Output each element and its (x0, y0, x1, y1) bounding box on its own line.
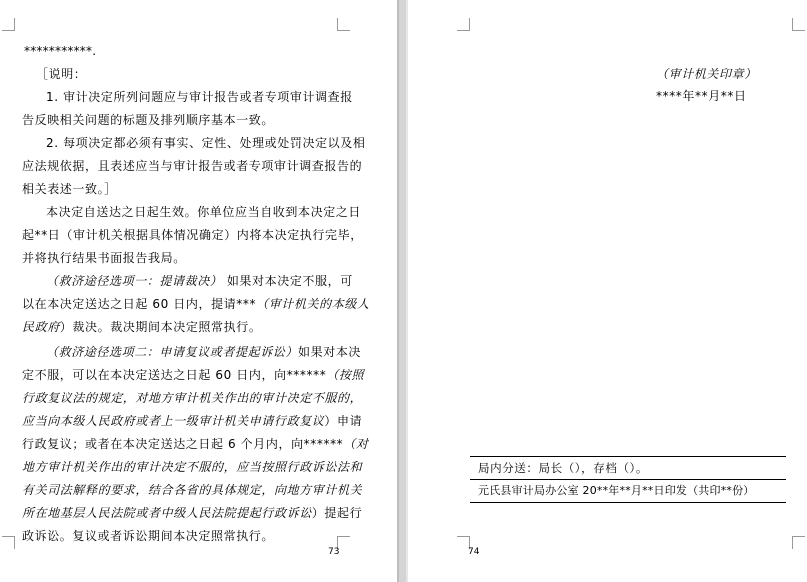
remedy2-line-b (22, 368, 364, 382)
note1-line-b: 告反映相关问题的标题及排列顺序基本一致。 (22, 113, 275, 127)
remedy2-line-f: 地方审计机关作出的审计决定不服的，应当按照行政诉讼法和 (22, 460, 363, 474)
remedy2-line-d (22, 414, 362, 428)
remedy2-note-e: （对 (343, 437, 369, 451)
crop-mark-bottom-left (2, 536, 15, 549)
distribution-middle-rule (470, 479, 786, 480)
crop-mark-bottom-right (792, 536, 805, 549)
decision-title: ***********. (24, 44, 97, 58)
remedy1-line-a (46, 274, 353, 288)
note1-line-a: 1. 审计决定所列问题应与审计报告或者专项审计调查报 (46, 90, 353, 104)
remedy2-line-g: 有关司法解释的要求，结合各省的具体规定，向地方审计机关 (22, 483, 363, 497)
remedy1-line-c (22, 320, 261, 334)
document-page-right (408, 0, 807, 582)
crop-mark-top-left (457, 18, 470, 31)
page-gutter (397, 0, 408, 582)
remedy1-option-label: （救济途径选项一：提请裁决） (46, 274, 223, 288)
remedy1-text-a: 如果对本决定不服，可 (222, 274, 353, 288)
distribution-bottom-rule (470, 502, 786, 503)
remedy2-note-b: （按照 (326, 368, 365, 382)
crop-mark-top-right (792, 18, 805, 31)
remedy2-text-b: 定不服，可以在本决定送达之日起 60 日内，向****** (22, 368, 327, 382)
signature-date: ****年**月**日 (656, 89, 747, 103)
remedy2-option-label: （救济途径选项二：申请复议或者提起诉讼） (46, 345, 299, 359)
remedy1-text-b: 以在本决定送达之日起 60 日内，提请*** (22, 297, 257, 311)
effect-line-b: 起**日（审计机关根据具体情况确定）内将本决定执行完毕， (22, 228, 363, 242)
distribution-line: 局内分送：局长（），存档（）。 (478, 461, 648, 475)
note2-line-c: 相关表述一致。］ (22, 182, 117, 196)
remedy2-text-d: ）申请 (324, 414, 363, 428)
effect-line-c: 并将执行结果书面报告我局。 (22, 251, 186, 265)
remedy1-text-c: ）裁决。裁决期间本决定照常执行。 (59, 320, 262, 334)
crop-mark-top-left (2, 18, 15, 31)
note2-line-a: 2. 每项决定都必须有事实、定性、处理或处罚决定以及相 (46, 136, 366, 150)
remedy2-line-a (46, 345, 361, 359)
page-number-left: 73 (328, 547, 340, 557)
remedy2-line-i: 政诉讼。复议或者诉讼期间本决定照常执行。 (22, 529, 275, 543)
remedy2-text-a: 如果对本决 (298, 345, 362, 359)
remedy2-line-h (22, 506, 362, 520)
distribution-top-rule (470, 456, 786, 457)
remedy1-note-b: （审计机关的本级人 (256, 297, 370, 311)
remedy2-text-e: 行政复议；或者在本决定送达之日起 6 个月内，向****** (22, 437, 344, 451)
remedy2-line-c: 行政复议法的规定，对地方审计机关作出的审计决定不服的， (22, 391, 363, 405)
remedy1-note-c: 民政府 (22, 320, 60, 334)
page-number-right: 74 (468, 547, 480, 557)
document-page-left (0, 0, 397, 582)
remedy2-text-h: ）提起行 (311, 506, 363, 520)
crop-mark-top-right (337, 18, 350, 31)
remedy2-note-h: 所在地基层人民法院或者中级人民法院提起行政诉讼 (22, 506, 312, 520)
note-open: ［说明： (36, 67, 87, 81)
effect-line-a: 本决定自送达之日起生效。你单位应当自收到本决定之日 (46, 205, 362, 219)
remedy1-line-b (22, 297, 370, 311)
seal-placeholder: （审计机关印章） (656, 67, 757, 81)
issuer-line: 元氏县审计局办公室 20**年**月**日印发（共印**份） (478, 484, 755, 497)
remedy2-note-d: 应当向本级人民政府或者上一级审计机关申请行政复议 (22, 414, 325, 428)
remedy2-line-e (22, 437, 368, 451)
note2-line-b: 应法规依据，且表述应当与审计报告或者专项审计调查报告的 (22, 159, 363, 173)
